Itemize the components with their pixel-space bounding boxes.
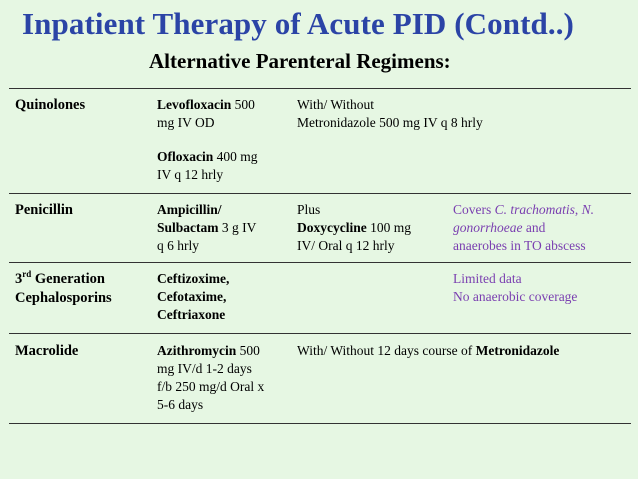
note-organism: N. — [581, 202, 595, 217]
slide-subtitle: Alternative Parenteral Regimens: — [149, 49, 451, 73]
row-divider — [9, 262, 631, 263]
drug-dose-cont: mg IV/d 1-2 days — [157, 361, 252, 376]
drug-dose: 3 g IV — [218, 220, 257, 235]
drug-name: Ceftriaxone — [157, 307, 226, 322]
drug-levofloxacin — [157, 96, 255, 132]
combo-line: Plus — [297, 202, 321, 217]
category-macrolide: Macrolide — [15, 343, 79, 359]
drug-ampicillin-sulbactam — [157, 201, 256, 255]
note-text: Covers — [453, 202, 495, 217]
note-text: , — [574, 202, 582, 217]
note-cephalosporins — [453, 270, 577, 306]
category-penicillin: Penicillin — [15, 202, 73, 218]
drug-dose: 500 — [231, 97, 255, 112]
combo-line: IV/ Oral q 12 hrly — [297, 238, 395, 253]
drug-dose: 400 mg — [213, 149, 258, 164]
note-penicillin — [453, 201, 594, 255]
drug-name: Levofloxacin — [157, 97, 232, 112]
note-text: No anaerobic coverage — [453, 289, 578, 304]
note-text: Limited data — [453, 271, 522, 286]
drug-ofloxacin — [157, 148, 258, 184]
drug-dose: 500 — [236, 343, 260, 358]
drug-azithromycin — [157, 342, 264, 414]
drug-name: Ofloxacin — [157, 149, 214, 164]
drug-name: Ceftizoxime, — [157, 271, 230, 286]
category-text: 3 — [15, 271, 23, 287]
note-organism: gonorrhoeae — [453, 220, 523, 235]
combo-line: With/ Without — [297, 97, 375, 112]
drug-name: Cefotaxime, — [157, 289, 227, 304]
drug-name: Azithromycin — [157, 343, 237, 358]
combo-dose: 100 mg — [366, 220, 412, 235]
category-quinolones: Quinolones — [15, 97, 86, 113]
combo-quinolones — [297, 96, 483, 132]
combo-penicillin — [297, 201, 411, 255]
drug-dose-cont: q 6 hrly — [157, 238, 199, 253]
combo-line: Metronidazole 500 mg IV q 8 hrly — [297, 115, 483, 130]
combo-drug: Metronidazole — [475, 343, 560, 358]
table-top-rule — [9, 88, 631, 89]
drug-dose-cont: 5-6 days — [157, 397, 204, 412]
row-divider — [9, 333, 631, 334]
combo-drug: Doxycycline — [297, 220, 367, 235]
drug-cephalosporins — [157, 270, 229, 324]
row-divider — [9, 193, 631, 194]
drug-dose-cont: f/b 250 mg/d Oral x — [157, 379, 265, 394]
drug-name: Ampicillin/ — [157, 202, 222, 217]
slide-title: Inpatient Therapy of Acute PID (Contd..) — [22, 6, 574, 41]
combo-macrolide — [297, 342, 559, 360]
combo-line: With/ Without 12 days course of — [297, 343, 476, 358]
table-bottom-rule — [9, 423, 631, 424]
category-sup: rd — [22, 269, 32, 280]
note-text: and — [522, 220, 546, 235]
note-organism: C. trachomatis — [494, 202, 575, 217]
note-text: anaerobes in TO abscess — [453, 238, 586, 253]
category-cephalosporins — [15, 270, 112, 308]
category-text: Cephalosporins — [15, 290, 112, 306]
category-text: Generation — [31, 271, 105, 287]
drug-dose-cont: mg IV OD — [157, 115, 215, 130]
drug-dose-cont: IV q 12 hrly — [157, 167, 224, 182]
drug-name: Sulbactam — [157, 220, 219, 235]
